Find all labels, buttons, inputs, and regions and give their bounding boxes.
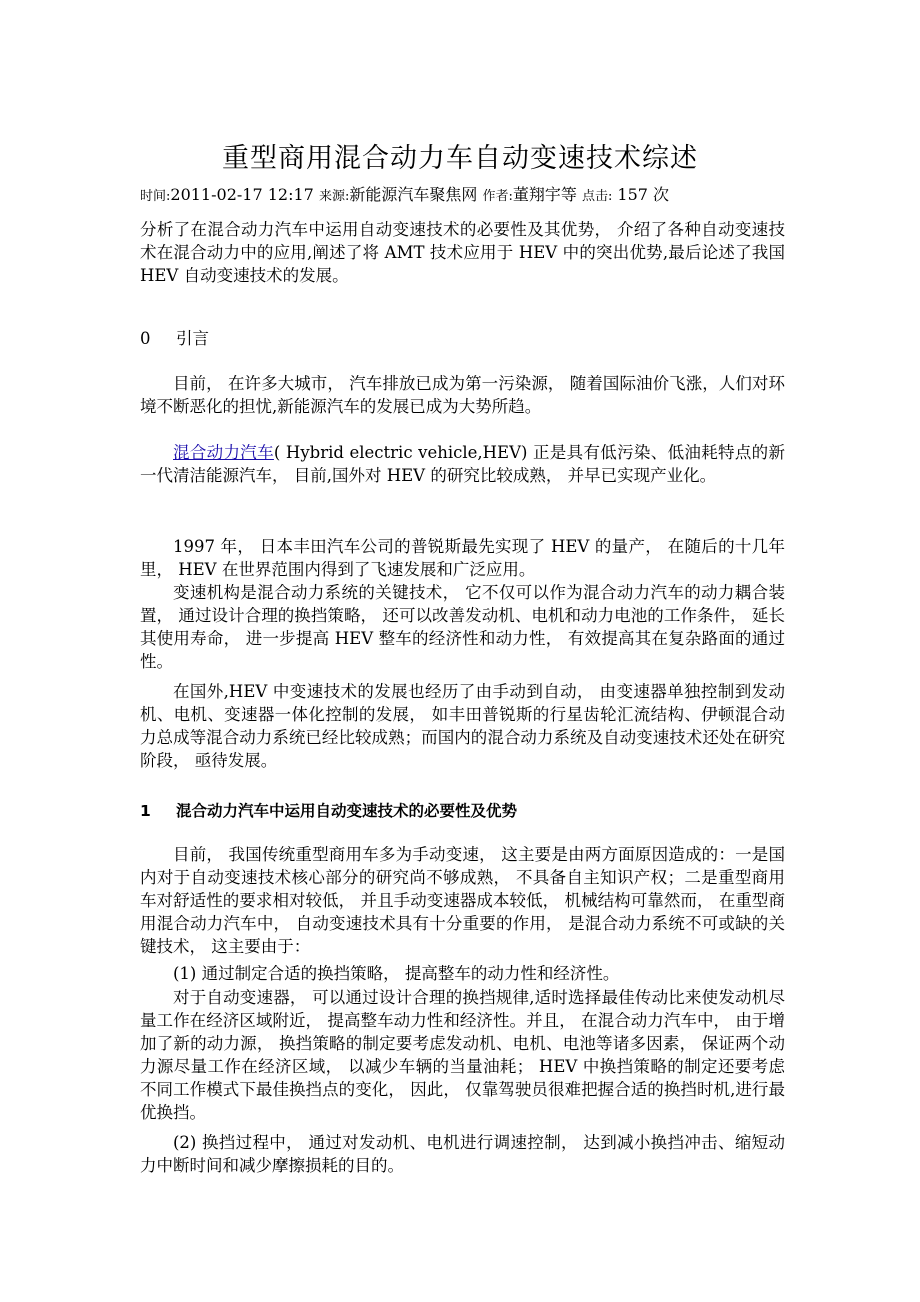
author-value: 董翔宇等 — [512, 185, 577, 204]
section-1-paragraph-1: 目前， 我国传统重型商用车多为手动变速， 这主要是由两方面原因造成的：一是国内对于自动变速技术核心部分的研究尚不够成熟， 不具备自主知识产权；二是重型商用车对舒适性的要求相对较低， 并且手动变速器成本较低， 机械结构可靠然而， 在重型商用混合动力汽车中， 自动变速技术具有十分重要的作用， 是混合动力系统不可或缺的关键技术， 这主要由于： — [140, 845, 785, 956]
abstract-paragraph: 分析了在混合动力汽车中运用自动变速技术的必要性及其优势， 介绍了各种自动变速技术在混合动力中的应用,阐述了将 AMT 技术应用于 HEV 中的突出优势,最后论述了我国 HEV 自动变速技术的发展。 — [140, 220, 785, 285]
source-label: 来源: — [318, 189, 350, 204]
intro-paragraph-2-text: ( Hybrid electric vehicle,HEV) 正是具有低污染、低油耗特点的新一代清洁能源汽车， 目前,国外对 HEV 的研究比较成熟， 并早已实现产业化。 — [140, 443, 785, 485]
section-0-heading — [140, 325, 209, 349]
section-1-paragraph-2: 对于自动变速器， 可以通过设计合理的换挡规律,适时选择最佳传动比来使发动机尽量工作在经济区域附近， 提高整车动力性和经济性。并且， 在混合动力汽车中， 由于增加了新的动力源， 换挡策略的制定要考虑发动机、电机、电池等诸多因素， 保证两个动力源尽量工作在经济区域， 以减少车辆的当量油耗； HEV 中换挡策略的制定还要考虑不同工作模式下最佳换挡点的变化， 因此， 仅靠驾驶员很难把握合适的换挡时机,进行最优换挡。 — [140, 988, 785, 1122]
author-label: 作者: — [482, 189, 513, 204]
section-1-item-1: (1) 通过制定合适的换挡策略， 提高整车的动力性和经济性。 — [173, 964, 620, 983]
hybrid-vehicle-link[interactable]: 混合动力汽车 — [173, 443, 274, 462]
section-1-heading — [140, 799, 517, 821]
article-title: 重型商用混合动力车自动变速技术综述 — [222, 143, 698, 175]
section-0-title: 引言 — [176, 329, 209, 348]
article-meta — [140, 182, 669, 205]
section-0-number: 0 — [140, 329, 151, 348]
intro-paragraph-1: 目前， 在许多大城市， 汽车排放已成为第一污染源， 随着国际油价飞涨，人们对环境不断恶化的担忧,新能源汽车的发展已成为大势所趋。 — [140, 374, 785, 416]
intro-paragraph-4: 变速机构是混合动力系统的关键技术， 它不仅可以作为混合动力汽车的动力耦合装置， 通过设计合理的换挡策略， 还可以改善发动机、电机和动力电池的工作条件， 延长其使用寿命， 进一步提高 HEV 整车的经济性和动力性， 有效提高其在复杂路面的通过性。 — [140, 583, 785, 671]
intro-paragraph-5: 在国外,HEV 中变速技术的发展也经历了由手动到自动， 由变速器单独控制到发动机、电机、变速器一体化控制的发展， 如丰田普锐斯的行星齿轮汇流结构、伊顿混合动力总成等混合动力系统已经比较成熟；而国内的混合动力系统及自动变速技术还处在研究阶段， 亟待发展。 — [140, 682, 785, 770]
section-1-item-2: (2) 换挡过程中， 通过对发动机、电机进行调速控制， 达到减小换挡冲击、缩短动力中断时间和减少摩擦损耗的目的。 — [140, 1133, 785, 1175]
clicks-label: 点击: — [581, 189, 613, 204]
section-1-number: 1 — [140, 802, 151, 820]
time-label: 时间: — [140, 189, 171, 204]
time-value: 2011-02-17 12:17 — [170, 185, 314, 204]
intro-paragraph-3: 1997 年， 日本丰田汽车公司的普锐斯最先实现了 HEV 的量产， 在随后的十几年里， HEV 在世界范围内得到了飞速发展和广泛应用。 — [140, 537, 785, 579]
section-1-title: 混合动力汽车中运用自动变速技术的必要性及优势 — [176, 802, 518, 820]
source-value: 新能源汽车聚焦网 — [349, 185, 478, 204]
intro-paragraph-2 — [140, 441, 785, 487]
clicks-value: 157 次 — [612, 185, 670, 204]
